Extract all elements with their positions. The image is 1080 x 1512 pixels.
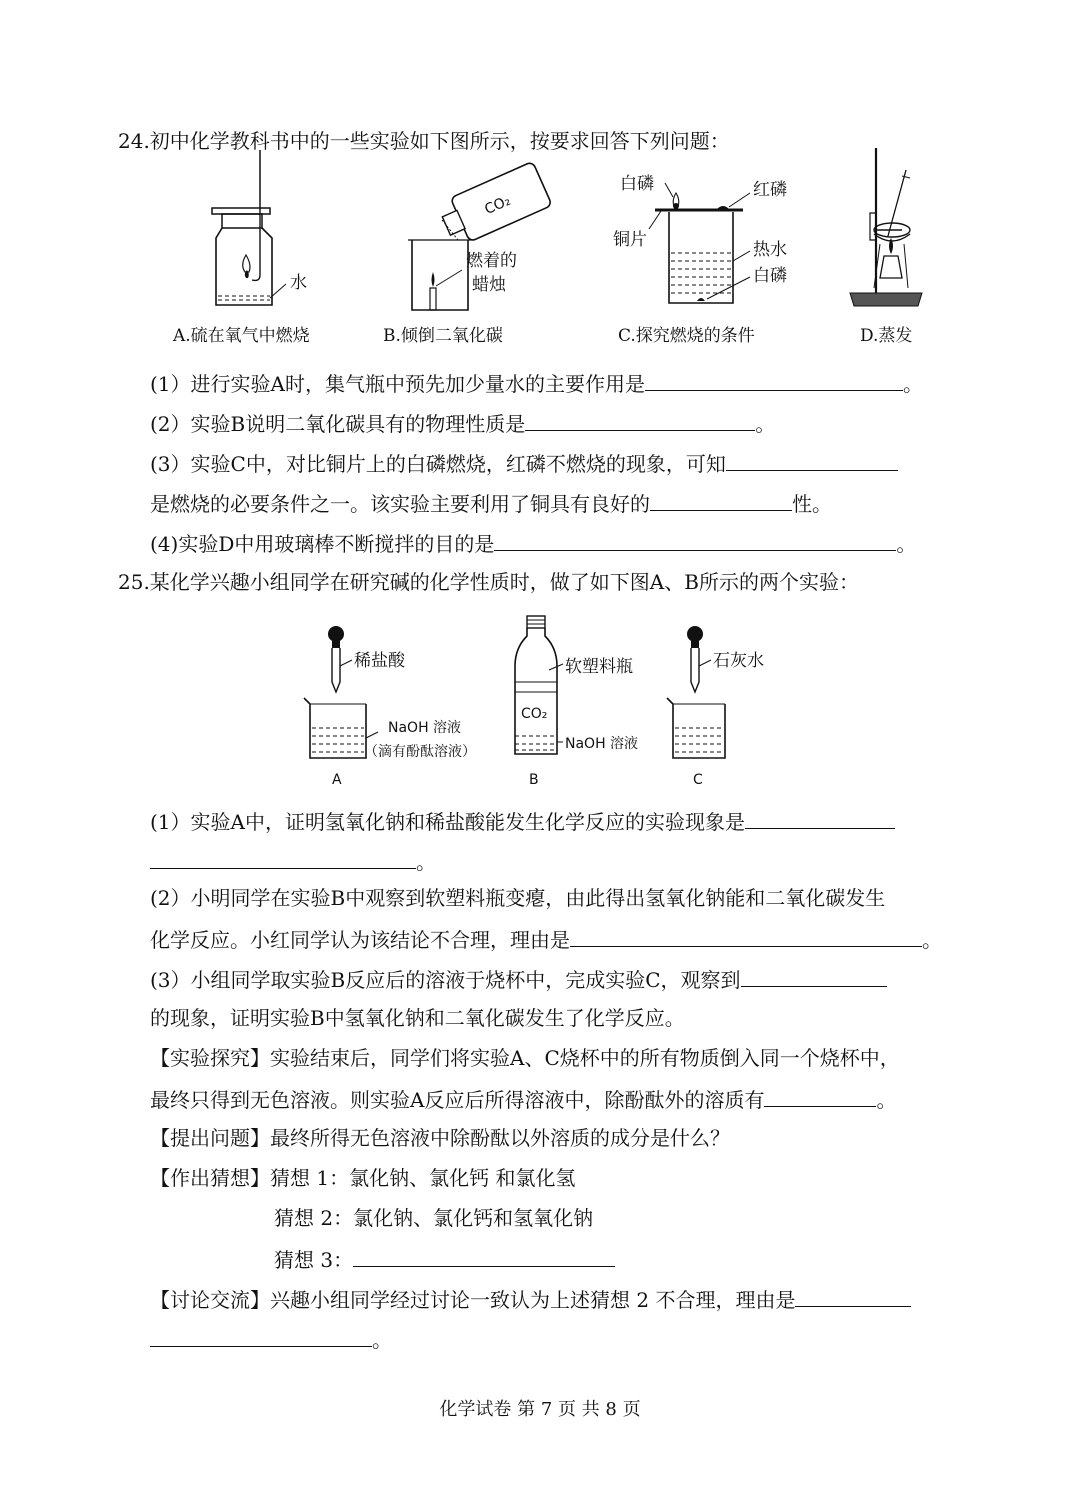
q25-title: 25.某化学兴趣小组同学在研究碱的化学性质时，做了如下图A、B所示的两个实验：: [118, 570, 859, 594]
label-limewater: 石灰水: [713, 651, 764, 671]
caption-24a: A.硫在氧气中燃烧: [173, 326, 310, 346]
guess-2: 猜想 2：氯化钠、氯化钙和氢氧化钠: [274, 1206, 594, 1230]
label-red-p: 红磷: [753, 180, 787, 200]
explore-b: 最终只得到无色溶液。则实验A反应后所得溶液中，除酚酞外的溶质有 。: [150, 1084, 896, 1114]
figure-24c-combustion: [605, 165, 805, 315]
q25-1b: 。: [150, 846, 436, 876]
label-candle-1: 燃着的: [466, 251, 517, 271]
q24-1: (1）进行实验A时，集气瓶中预先加少量水的主要作用是 。: [150, 368, 923, 398]
q25-2b: 化学反应。小红同学认为该结论不合理，理由是 。: [150, 924, 942, 954]
figure-24b-pouring-co2: [400, 160, 570, 320]
figure-25a-neutralization: [300, 620, 500, 790]
answer-blank-24-2[interactable]: [525, 408, 755, 431]
caption-24d: D.蒸发: [860, 326, 913, 346]
label-soft-bottle: 软塑料瓶: [565, 657, 633, 677]
letter-c: C: [693, 772, 703, 788]
label-co2-bottle: CO₂: [482, 192, 513, 219]
q25-3a: (3）小组同学取实验B反应后的溶液于烧杯中，完成实验C，观察到: [150, 964, 887, 994]
letter-b: B: [529, 772, 539, 788]
discuss-a: 【讨论交流】兴趣小组同学经过讨论一致认为上述猜想 2 不合理，理由是: [150, 1284, 911, 1314]
label-candle-2: 蜡烛: [472, 275, 506, 295]
guess-1: 【作出猜想】猜想 1：氯化钠、氯化钙 和氯化氢: [150, 1166, 576, 1190]
raise-question: 【提出问题】最终所得无色溶液中除酚酞以外溶质的成分是什么？: [150, 1126, 730, 1150]
label-white-p-bottom: 白磷: [753, 266, 787, 286]
guess-3: 猜想 3：: [274, 1244, 615, 1274]
q24-4: (4)实验D中用玻璃棒不断搅拌的目的是 。: [150, 528, 916, 558]
answer-blank-explore[interactable]: [764, 1084, 876, 1107]
explore-a: 【实验探究】实验结束后，同学们将实验A、C烧杯中的所有物质倒入同一个烧杯中，: [150, 1046, 900, 1070]
answer-blank-24-1[interactable]: [645, 368, 903, 391]
q25-2a: (2）小明同学在实验B中观察到软塑料瓶变瘪，由此得出氢氧化钠能和二氧化碳发生: [150, 886, 886, 910]
q24-3b: 是燃烧的必要条件之一。该实验主要利用了铜具有良好的 性。: [150, 488, 832, 518]
answer-blank-25-1b[interactable]: [150, 846, 416, 869]
answer-blank-25-2[interactable]: [570, 924, 922, 947]
q25-1a: (1）实验A中，证明氢氧化钠和稀盐酸能发生化学反应的实验现象是: [150, 806, 895, 836]
q24-title: 24.初中化学教科书中的一些实验如下图所示，按要求回答下列问题：: [118, 129, 730, 153]
answer-blank-25-3[interactable]: [741, 964, 887, 987]
label-phenolphthalein: （滴有酚酞溶液）: [364, 744, 476, 760]
answer-blank-discuss-b[interactable]: [150, 1324, 372, 1347]
figure-25b-plastic-bottle: [505, 612, 675, 790]
caption-24b: B.倾倒二氧化碳: [383, 326, 503, 346]
label-water: 水: [290, 273, 307, 293]
answer-blank-guess-3[interactable]: [353, 1244, 615, 1267]
answer-blank-24-3a[interactable]: [726, 448, 898, 471]
figure-24a-gas-bottle: [200, 150, 340, 320]
label-hot-water: 热水: [753, 240, 787, 260]
answer-blank-25-1a[interactable]: [745, 806, 895, 829]
q24-3a: (3）实验C中，对比铜片上的白磷燃烧，红磷不燃烧的现象，可知: [150, 448, 898, 478]
caption-24c: C.探究燃烧的条件: [618, 326, 755, 346]
answer-blank-discuss-a[interactable]: [795, 1284, 911, 1307]
label-copper: 铜片: [613, 230, 647, 250]
label-dilute-hcl: 稀盐酸: [354, 651, 405, 671]
discuss-b: 。: [150, 1324, 392, 1354]
label-naoh-a: NaOH 溶液: [388, 720, 462, 736]
q24-2: (2）实验B说明二氧化碳具有的物理性质是 。: [150, 408, 775, 438]
label-white-p-top: 白磷: [620, 174, 654, 194]
label-co2-25b: CO₂: [521, 706, 548, 722]
label-naoh-b: NaOH 溶液: [565, 736, 639, 752]
figure-24d-evaporation: [840, 148, 930, 318]
answer-blank-24-4[interactable]: [494, 528, 896, 551]
figure-25c-limewater: [665, 620, 805, 790]
answer-blank-24-3b[interactable]: [650, 488, 792, 511]
page-footer: 化学试卷 第 7 页 共 8 页: [439, 1399, 641, 1420]
q25-3b: 的现象，证明实验B中氢氧化钠和二氧化碳发生了化学反应。: [150, 1006, 685, 1030]
letter-a: A: [332, 772, 342, 788]
